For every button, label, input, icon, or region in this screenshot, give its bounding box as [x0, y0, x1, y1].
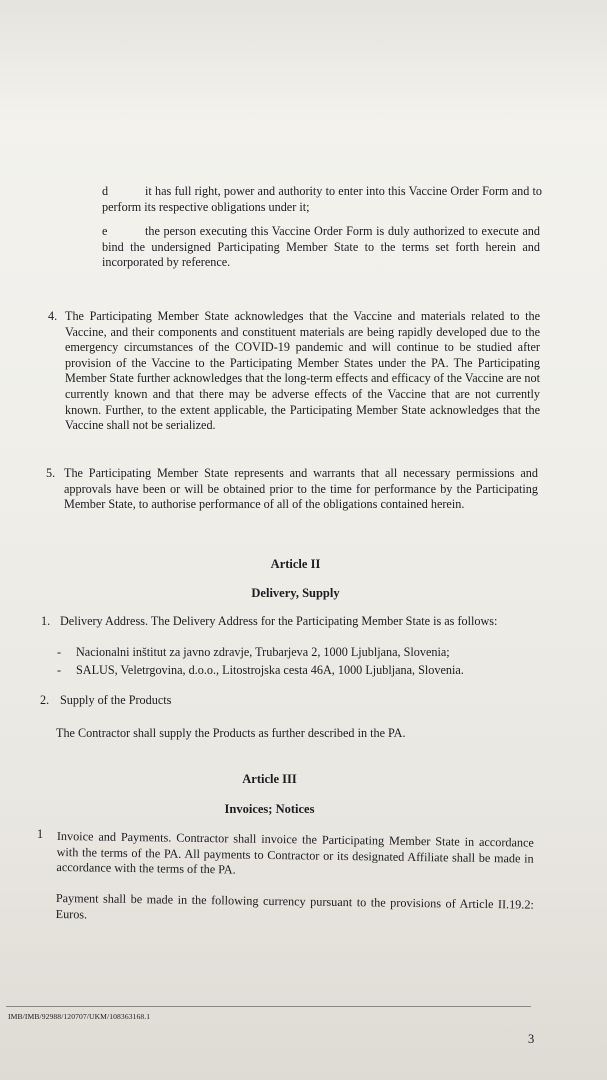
- address-line: Nacionalni inštitut za javno zdravje, Trubarjeva 2, 1000 Ljubljana, Slovenia;: [76, 645, 450, 659]
- article-2-subheading: Delivery, Supply: [251, 586, 340, 600]
- item-d-text: it has full right, power and authority to enter into this Vaccine Order Form and to perform its respective obligations under it;: [102, 184, 542, 214]
- article-2-s2-text: The Contractor shall supply the Products as further described in the PA.: [56, 726, 406, 740]
- item-e-letter: e: [102, 224, 108, 238]
- article-3-subheading: Invoices; Notices: [224, 802, 315, 816]
- clause-5-text: The Participating Member State represents and warrants that all necessary permissions and approvals have been or will be obtained prior to the time for performance by the Participating Member State, to authorise performance of all of the obligations contained herein.: [64, 466, 538, 512]
- article-2-s2-title: Supply of the Products: [60, 693, 172, 707]
- bullet-dash: -: [57, 663, 62, 677]
- document-reference: IMB/IMB/92988/120707/UKM/108363168.1: [8, 1012, 151, 1021]
- bullet-dash: -: [57, 645, 62, 659]
- item-e-text: the person executing this Vaccine Order Form is duly authorized to execute and bind the undersigned Participating Member State to the terms set forth herein and incorporated by reference.: [102, 224, 540, 270]
- article-3-s1-text: Invoice and Payments. Contractor shall invoice the Participating Member State in accordance with the terms of the PA. All payments to Contractor or its designated Affiliate shall be made in accordance with the terms of the PA.: [56, 829, 534, 877]
- article-2-s1-text: Delivery Address. The Delivery Address for the Participating Member State is as follows:: [60, 614, 498, 628]
- article-2-heading: Article II: [270, 557, 321, 571]
- item-d-letter: d: [102, 184, 109, 198]
- address-line: SALUS, Veletrgovina, d.o.o., Litostrojska cesta 46A, 1000 Ljubljana, Slovenia.: [76, 663, 464, 677]
- article-2-s1-number: 1.: [41, 614, 51, 628]
- article-2-s2-number: 2.: [40, 693, 50, 707]
- footer-divider: [6, 1006, 531, 1007]
- page-shadow: [0, 0, 607, 120]
- clause-4-number: 4.: [48, 309, 58, 323]
- article-3-heading: Article III: [242, 772, 297, 786]
- article-3-s1-number: 1: [37, 827, 44, 841]
- clause-5-number: 5.: [46, 466, 56, 480]
- clause-4-text: The Participating Member State acknowledges that the Vaccine and materials related to the Vaccine, and their components and constituent materials are being rapidly developed due to the emergency circumstances of the COVID-19 pandemic and will continue to be studied after provision of the Vaccine to the Participating Member States under the PA. The Participating Member State further acknowledges that the long-term effects and efficacy of the Vaccine are not currently known and that there may be adverse effects of the Vaccine that are not currently known. Further, to the extent applicable, the Participating Member State acknowledges that the Vaccine shall not be serialized.: [65, 309, 540, 433]
- page-number: 3: [528, 1032, 535, 1046]
- payment-text: Payment shall be made in the following currency pursuant to the provisions of Article II.19.2: Euros.: [55, 891, 534, 922]
